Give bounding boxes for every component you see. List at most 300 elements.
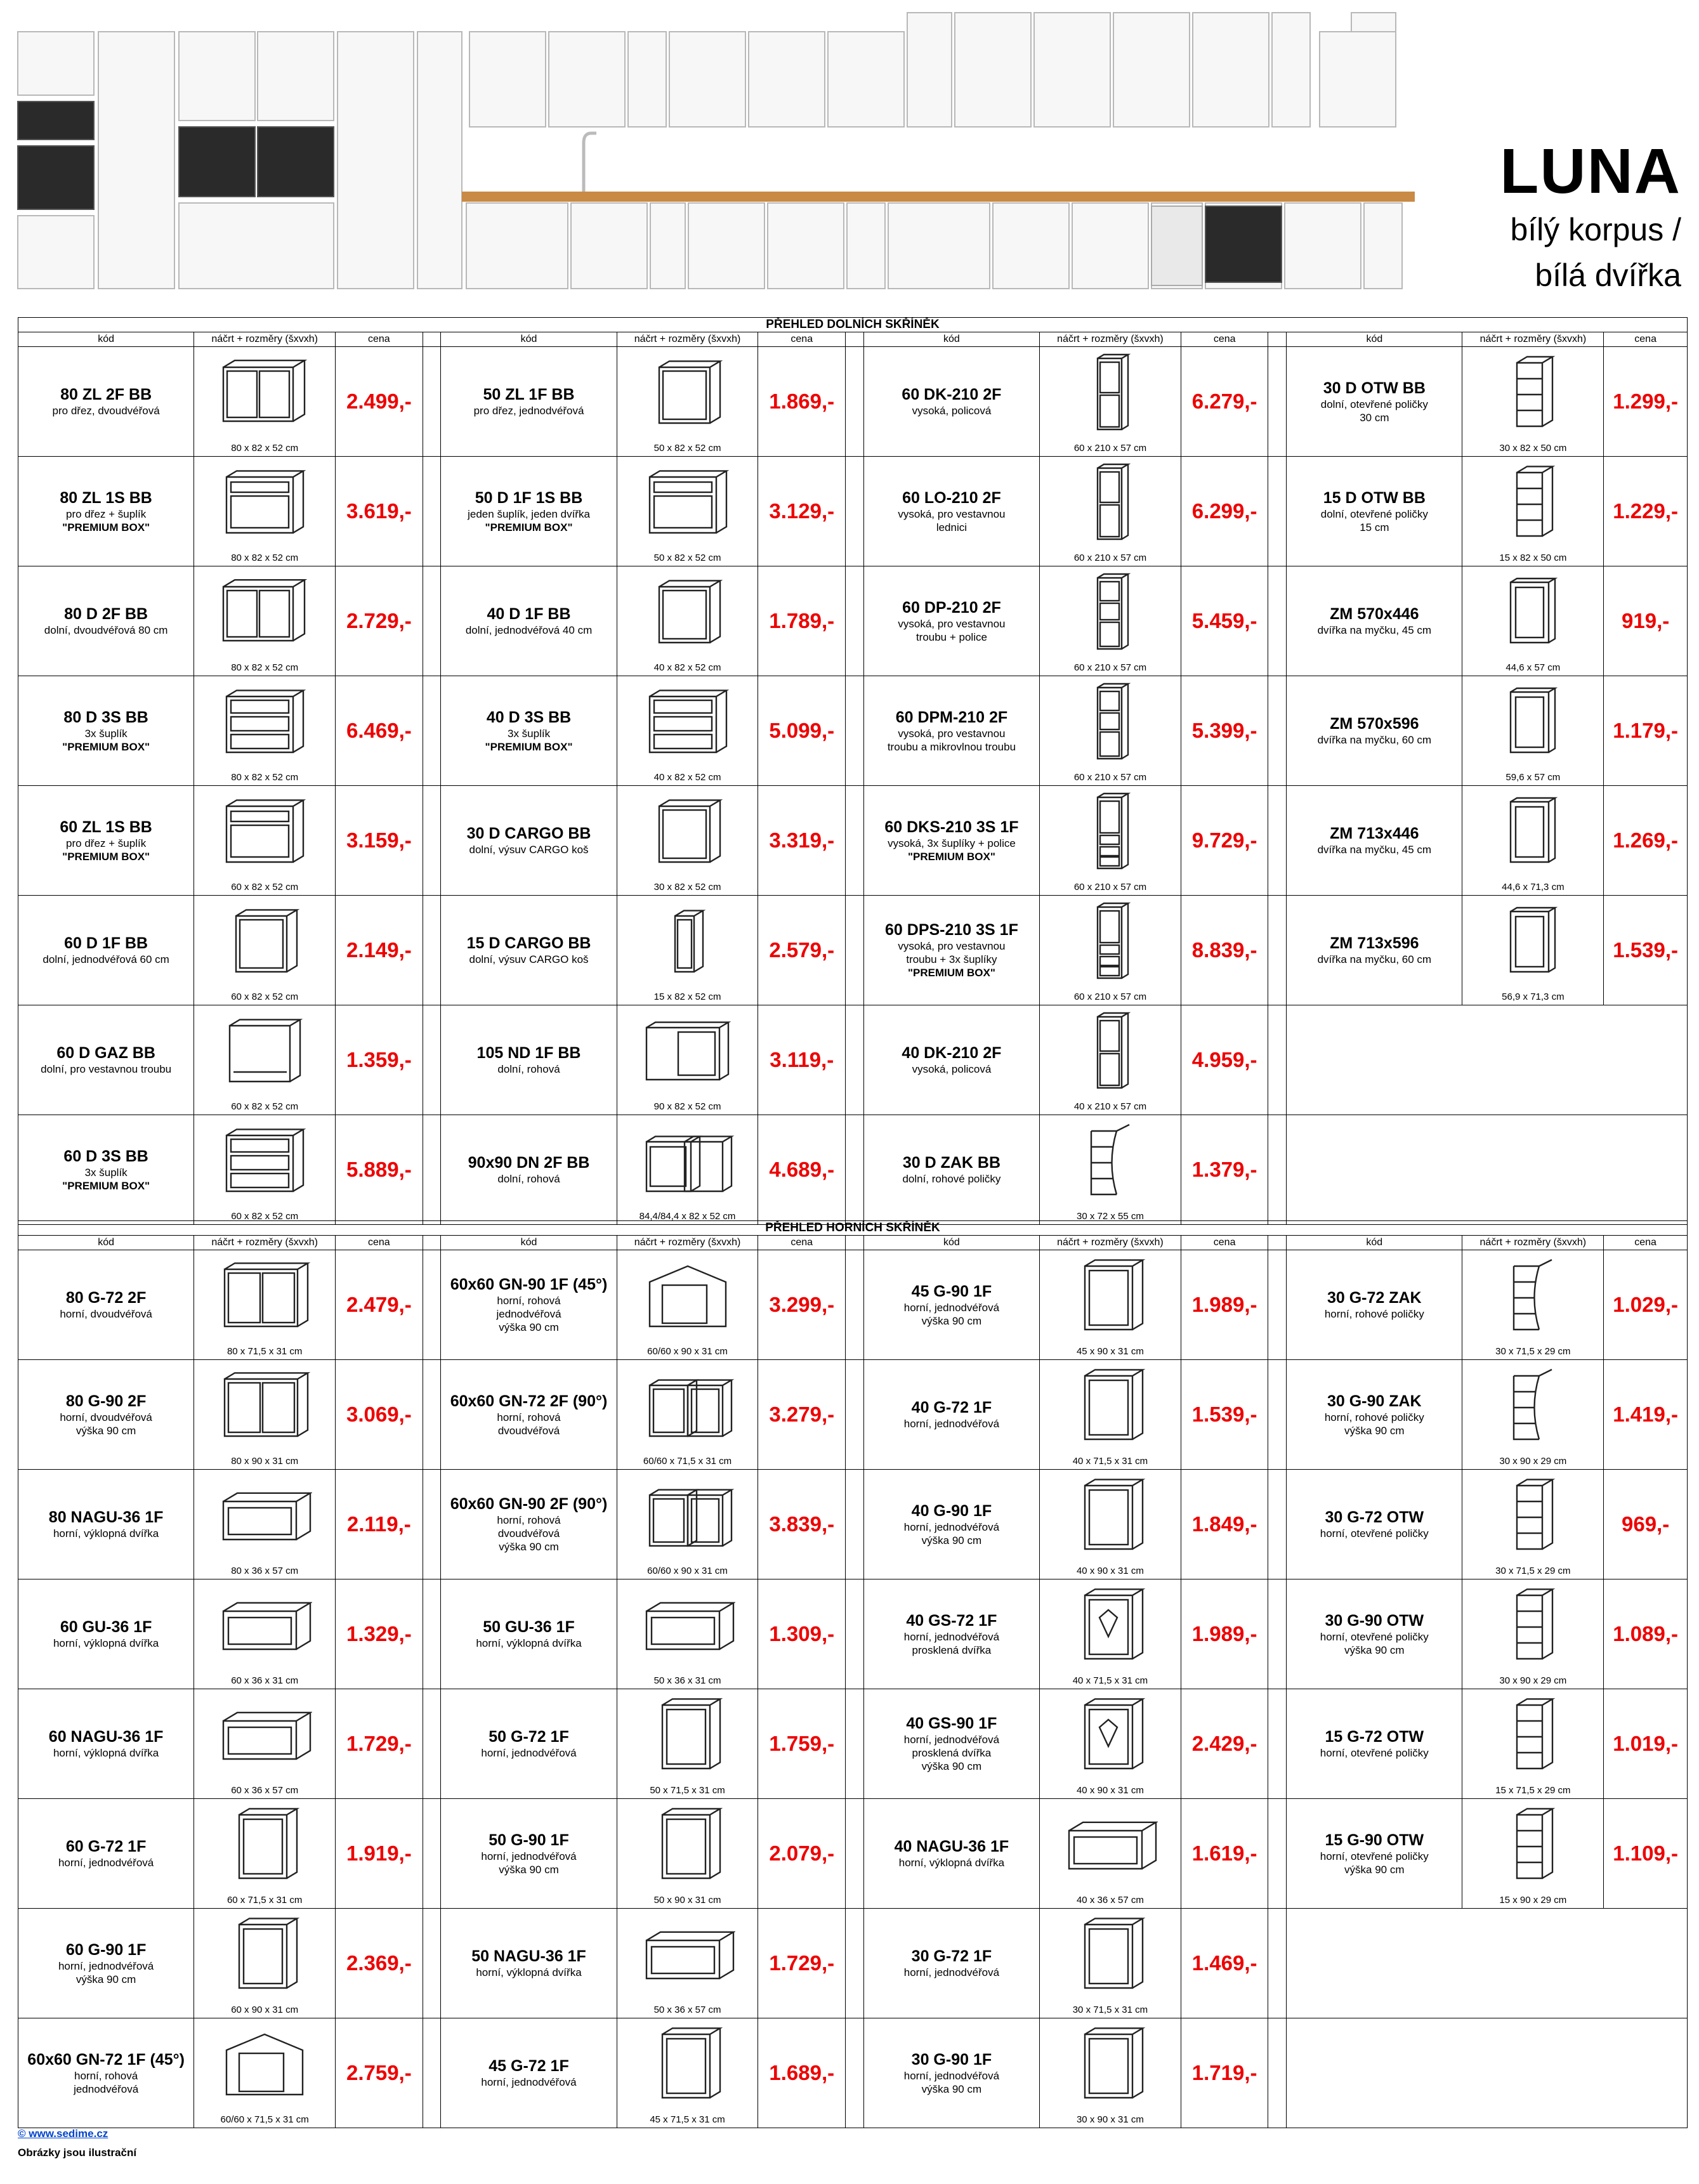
column-gap bbox=[423, 566, 441, 676]
item-code: 45 G-90 1F bbox=[911, 1282, 992, 1300]
column-gap bbox=[1268, 786, 1287, 896]
item-desc-line: výška 90 cm bbox=[499, 1321, 559, 1333]
item-description bbox=[441, 1005, 617, 1115]
item-dimensions: 60 x 71,5 x 31 cm bbox=[226, 1895, 303, 1906]
item-code: 50 G-90 1F bbox=[489, 1831, 569, 1849]
header-code: kód bbox=[18, 1236, 194, 1250]
item-description bbox=[863, 896, 1039, 1005]
item-dimensions: 80 x 71,5 x 31 cm bbox=[226, 1346, 303, 1357]
column-gap bbox=[423, 457, 441, 566]
item-desc-line: horní, jednodvéřová bbox=[481, 1850, 577, 1862]
item-description bbox=[1287, 896, 1462, 1005]
item-sketch bbox=[194, 676, 336, 786]
item-dimensions: 44,6 x 57 cm bbox=[1505, 662, 1561, 673]
item-desc-line: vysoká, pro vestavnou bbox=[898, 617, 1006, 630]
empty-cell bbox=[1287, 1005, 1688, 1115]
item-sketch bbox=[617, 457, 758, 566]
item-code: 30 G-90 ZAK bbox=[1327, 1392, 1422, 1410]
column-gap bbox=[423, 1799, 441, 1909]
item-desc-line: horní, dvoudvéřová bbox=[60, 1308, 152, 1320]
item-description bbox=[1287, 1470, 1462, 1579]
item-code: 50 G-72 1F bbox=[489, 1728, 569, 1746]
column-gap bbox=[1268, 1909, 1287, 2018]
base-2door-icon bbox=[217, 353, 312, 433]
item-code: 30 G-72 ZAK bbox=[1327, 1289, 1422, 1307]
item-price: 1.299,- bbox=[1604, 347, 1688, 457]
item-price: 3.839,- bbox=[758, 1470, 846, 1579]
item-desc-line: horní, jednodvéřová bbox=[903, 1520, 1000, 1533]
item-sketch bbox=[617, 1579, 758, 1689]
item-desc-line: horní, jednodvéřová bbox=[58, 1959, 154, 1972]
item-dimensions: 80 x 82 x 52 cm bbox=[231, 662, 299, 673]
item-dimensions: 50 x 36 x 31 cm bbox=[653, 1675, 721, 1686]
item-desc-line: lednici bbox=[936, 521, 968, 533]
header-price: cena bbox=[1181, 332, 1268, 347]
tall-icon bbox=[1063, 1012, 1158, 1091]
item-price: 1.619,- bbox=[1181, 1799, 1268, 1909]
item-desc-line: pro dřez + šuplík bbox=[66, 507, 147, 520]
item-sketch bbox=[617, 2018, 758, 2128]
item-sketch bbox=[1040, 1470, 1181, 1579]
item-price: 1.729,- bbox=[336, 1689, 423, 1799]
item-code: ZM 570x446 bbox=[1330, 605, 1419, 623]
item-sketch bbox=[1462, 457, 1604, 566]
item-description bbox=[18, 1799, 194, 1909]
header-sketch: náčrt + rozměry (šxvxh) bbox=[617, 1236, 758, 1250]
item-code: 90x90 DN 2F BB bbox=[468, 1154, 590, 1172]
column-gap bbox=[846, 566, 864, 676]
item-code: 30 D CARGO BB bbox=[466, 825, 591, 842]
item-dimensions: 30 x 90 x 31 cm bbox=[1076, 2114, 1144, 2125]
column-gap bbox=[1268, 332, 1287, 347]
base-drawer-icon bbox=[640, 463, 735, 542]
panel-icon bbox=[1485, 902, 1580, 981]
item-description bbox=[1287, 347, 1462, 457]
column-gap bbox=[423, 1236, 441, 1250]
item-dimensions: 40 x 82 x 52 cm bbox=[653, 772, 721, 783]
column-gap bbox=[1268, 1005, 1287, 1115]
item-code: 60 DPS-210 3S 1F bbox=[885, 921, 1018, 939]
item-dimensions: 40 x 71,5 x 31 cm bbox=[1072, 1456, 1148, 1467]
item-price: 1.019,- bbox=[1604, 1689, 1688, 1799]
item-sketch bbox=[194, 1005, 336, 1115]
item-sketch bbox=[617, 1005, 758, 1115]
column-gap bbox=[1268, 347, 1287, 457]
item-dimensions: 15 x 90 x 29 cm bbox=[1499, 1895, 1567, 1906]
item-price: 4.959,- bbox=[1181, 1005, 1268, 1115]
column-gap bbox=[1268, 1360, 1287, 1470]
item-code: 60 DKS-210 3S 1F bbox=[884, 818, 1019, 836]
item-price: 5.889,- bbox=[336, 1115, 423, 1225]
item-code: 40 G-90 1F bbox=[911, 1501, 992, 1520]
item-dimensions: 30 x 72 x 55 cm bbox=[1077, 1211, 1144, 1222]
item-desc-line: jeden šuplík, jeden dvířka bbox=[468, 507, 590, 520]
item-price: 8.839,- bbox=[1181, 896, 1268, 1005]
item-price: 3.159,- bbox=[336, 786, 423, 896]
item-dimensions: 45 x 71,5 x 31 cm bbox=[650, 2114, 725, 2125]
item-sketch bbox=[1040, 2018, 1181, 2128]
item-desc-line: prosklená dvířka bbox=[912, 1644, 992, 1656]
wall-corner90-icon bbox=[640, 1366, 735, 1446]
item-description bbox=[441, 2018, 617, 2128]
column-gap bbox=[1268, 1250, 1287, 1360]
item-sketch bbox=[1462, 1470, 1604, 1579]
base-narrow-icon bbox=[640, 902, 735, 981]
item-description bbox=[18, 1115, 194, 1225]
item-price: 3.319,- bbox=[758, 786, 846, 896]
item-desc-line: vysoká, pro vestavnou bbox=[898, 507, 1006, 520]
item-desc-line: troubu + police bbox=[915, 631, 987, 643]
column-gap bbox=[423, 1250, 441, 1360]
item-code: 60 D 3S BB bbox=[63, 1147, 148, 1165]
item-price: 1.379,- bbox=[1181, 1115, 1268, 1225]
item-desc-line: horní, jednodvéřová bbox=[481, 2076, 577, 2088]
header-code: kód bbox=[1287, 332, 1462, 347]
column-gap bbox=[846, 786, 864, 896]
item-description bbox=[441, 1115, 617, 1225]
item-description bbox=[441, 676, 617, 786]
base-3drawer-icon bbox=[217, 1121, 312, 1201]
item-dimensions: 40 x 36 x 57 cm bbox=[1076, 1895, 1144, 1906]
item-dimensions: 50 x 82 x 52 cm bbox=[653, 443, 721, 454]
item-price: 3.129,- bbox=[758, 457, 846, 566]
item-price: 1.539,- bbox=[1181, 1360, 1268, 1470]
shelf-open-icon bbox=[1485, 1696, 1580, 1775]
column-gap bbox=[1268, 2018, 1287, 2128]
item-desc-line: horní, rohová bbox=[497, 1411, 561, 1423]
item-desc-line: 3x šuplík bbox=[507, 727, 551, 740]
item-sketch bbox=[1462, 347, 1604, 457]
header-code: kód bbox=[863, 332, 1039, 347]
column-gap bbox=[423, 1005, 441, 1115]
item-desc-line: dolní, dvoudvéřová 80 cm bbox=[44, 624, 168, 636]
item-description bbox=[18, 1360, 194, 1470]
item-code: 30 G-72 1F bbox=[911, 1947, 992, 1965]
item-sketch bbox=[194, 1250, 336, 1360]
item-sketch bbox=[1462, 786, 1604, 896]
item-code: 60 NAGU-36 1F bbox=[48, 1728, 164, 1746]
item-price: 1.269,- bbox=[1604, 786, 1688, 896]
header-price: cena bbox=[758, 332, 846, 347]
header-sketch: náčrt + rozměry (šxvxh) bbox=[617, 332, 758, 347]
wall-1door-icon bbox=[1063, 2025, 1158, 2104]
item-sketch bbox=[194, 786, 336, 896]
item-code: 40 NAGU-36 1F bbox=[894, 1838, 1009, 1855]
item-price: 1.359,- bbox=[336, 1005, 423, 1115]
item-description bbox=[863, 1250, 1039, 1360]
item-desc-line: dolní, jednodvéřová 60 cm bbox=[43, 953, 169, 965]
item-sketch bbox=[1040, 1799, 1181, 1909]
item-desc-line: 3x šuplík bbox=[84, 727, 128, 740]
section-title: PŘEHLED HORNÍCH SKŘÍNĚK bbox=[18, 1221, 1688, 1236]
item-description bbox=[18, 1579, 194, 1689]
item-price: 919,- bbox=[1604, 566, 1688, 676]
item-price: 2.579,- bbox=[758, 896, 846, 1005]
item-desc-line: výška 90 cm bbox=[1344, 1424, 1405, 1437]
item-dimensions: 15 x 71,5 x 29 cm bbox=[1495, 1785, 1571, 1796]
item-dimensions: 50 x 36 x 57 cm bbox=[653, 2004, 721, 2015]
column-gap bbox=[423, 332, 441, 347]
item-sketch bbox=[617, 1689, 758, 1799]
tall-drawer-icon bbox=[1063, 792, 1158, 872]
item-dimensions: 60 x 36 x 31 cm bbox=[231, 1675, 299, 1686]
item-desc-line: výška 90 cm bbox=[921, 1760, 982, 1772]
column-gap bbox=[1268, 566, 1287, 676]
item-description bbox=[18, 457, 194, 566]
item-dimensions: 44,6 x 71,3 cm bbox=[1502, 882, 1565, 893]
item-dimensions: 40 x 90 x 31 cm bbox=[1076, 1566, 1144, 1576]
base-open-icon bbox=[217, 1012, 312, 1091]
panel-icon bbox=[1485, 573, 1580, 652]
shelf-open-icon bbox=[1485, 1476, 1580, 1555]
item-code: 60x60 GN-72 1F (45°) bbox=[27, 2050, 185, 2069]
column-gap bbox=[423, 2018, 441, 2128]
item-sketch bbox=[1462, 1689, 1604, 1799]
item-description bbox=[1287, 1579, 1462, 1689]
column-gap bbox=[423, 1470, 441, 1579]
item-sketch bbox=[617, 1250, 758, 1360]
item-price: 1.309,- bbox=[758, 1579, 846, 1689]
item-desc-line: výška 90 cm bbox=[75, 1973, 136, 1985]
item-description bbox=[18, 1689, 194, 1799]
column-gap bbox=[846, 1005, 864, 1115]
item-description bbox=[863, 1689, 1039, 1799]
item-price: 1.089,- bbox=[1604, 1579, 1688, 1689]
item-description bbox=[1287, 1360, 1462, 1470]
item-description bbox=[441, 786, 617, 896]
item-code: 60 DK-210 2F bbox=[902, 386, 1002, 403]
item-desc-line: pro dřez + šuplík bbox=[66, 837, 147, 849]
wall-flap-icon bbox=[217, 1696, 312, 1775]
item-description bbox=[18, 896, 194, 1005]
item-dimensions: 80 x 36 x 57 cm bbox=[231, 1566, 299, 1576]
item-desc-line: jednodvéřová bbox=[74, 2083, 139, 2095]
brand-block bbox=[1500, 136, 1681, 294]
item-code: 15 D CARGO BB bbox=[466, 934, 591, 952]
item-code: 30 G-72 OTW bbox=[1325, 1508, 1424, 1526]
item-code: 60 GU-36 1F bbox=[60, 1618, 152, 1636]
item-description bbox=[863, 2018, 1039, 2128]
column-gap bbox=[846, 1470, 864, 1579]
item-description bbox=[1287, 786, 1462, 896]
item-description bbox=[863, 1360, 1039, 1470]
item-desc-line: 30 cm bbox=[1360, 411, 1389, 424]
item-sketch bbox=[194, 1799, 336, 1909]
item-price: 3.119,- bbox=[758, 1005, 846, 1115]
item-price: 2.079,- bbox=[758, 1799, 846, 1909]
item-sketch bbox=[1462, 566, 1604, 676]
item-description bbox=[863, 1005, 1039, 1115]
item-price: 2.149,- bbox=[336, 896, 423, 1005]
header-price: cena bbox=[336, 332, 423, 347]
wall-flap-icon bbox=[217, 1586, 312, 1665]
item-desc-line: horní, jednodvéřová bbox=[903, 1734, 1000, 1746]
item-price: 1.539,- bbox=[1604, 896, 1688, 1005]
item-sketch bbox=[194, 1689, 336, 1799]
item-description bbox=[863, 457, 1039, 566]
website-link[interactable]: © www.sedime.cz bbox=[18, 2128, 108, 2140]
item-dimensions: 40 x 210 x 57 cm bbox=[1073, 1101, 1147, 1112]
item-desc-line: horní, výklopná dvířka bbox=[53, 1747, 159, 1759]
item-dimensions: 30 x 71,5 x 31 cm bbox=[1072, 2004, 1148, 2015]
item-sketch bbox=[1040, 1909, 1181, 2018]
item-sketch bbox=[1462, 1360, 1604, 1470]
wall-flap-icon bbox=[217, 1476, 312, 1555]
header-price: cena bbox=[758, 1236, 846, 1250]
item-desc-line: dolní, otevřené poličky bbox=[1320, 398, 1428, 410]
wall-flap-icon bbox=[1063, 1805, 1158, 1885]
shelf-corner-icon bbox=[1063, 1121, 1158, 1201]
column-gap bbox=[846, 347, 864, 457]
item-dimensions: 50 x 90 x 31 cm bbox=[653, 1895, 721, 1906]
item-dimensions: 30 x 71,5 x 29 cm bbox=[1495, 1346, 1571, 1357]
item-description bbox=[18, 1005, 194, 1115]
item-price: 1.329,- bbox=[336, 1579, 423, 1689]
item-dimensions: 30 x 82 x 52 cm bbox=[653, 882, 721, 893]
item-desc-line: horní, otevřené poličky bbox=[1320, 1630, 1429, 1643]
item-desc-line: horní, jednodvéřová bbox=[903, 1966, 1000, 1978]
column-gap bbox=[846, 1250, 864, 1360]
item-desc-line: výška 90 cm bbox=[1344, 1863, 1405, 1876]
item-sketch bbox=[194, 1115, 336, 1225]
item-price: 9.729,- bbox=[1181, 786, 1268, 896]
item-desc-line: dvoudvéřová bbox=[497, 1424, 560, 1437]
base-wide-icon bbox=[640, 1012, 735, 1091]
item-dimensions: 80 x 82 x 52 cm bbox=[231, 443, 299, 454]
item-sketch bbox=[194, 1360, 336, 1470]
kitchen-illustration bbox=[13, 6, 1427, 298]
item-desc-line: prosklená dvířka bbox=[912, 1747, 992, 1759]
item-description bbox=[441, 1909, 617, 2018]
header-code: kód bbox=[441, 1236, 617, 1250]
header-sketch: náčrt + rozměry (šxvxh) bbox=[194, 1236, 336, 1250]
item-price: 2.729,- bbox=[336, 566, 423, 676]
item-desc-line: horní, výklopná dvířka bbox=[898, 1857, 1005, 1869]
item-dimensions: 60 x 36 x 57 cm bbox=[231, 1785, 299, 1796]
item-code: 60 G-72 1F bbox=[65, 1838, 147, 1855]
item-desc-line: dolní, rohová bbox=[497, 1063, 560, 1075]
item-price: 3.279,- bbox=[758, 1360, 846, 1470]
item-sketch bbox=[1040, 1250, 1181, 1360]
item-price: 3.069,- bbox=[336, 1360, 423, 1470]
item-price: 5.459,- bbox=[1181, 566, 1268, 676]
item-sketch bbox=[1462, 1250, 1604, 1360]
item-description bbox=[441, 896, 617, 1005]
item-desc-line: "PREMIUM BOX" bbox=[907, 850, 995, 863]
header-price: cena bbox=[1604, 1236, 1688, 1250]
column-gap bbox=[846, 1689, 864, 1799]
item-price: 1.419,- bbox=[1604, 1360, 1688, 1470]
item-sketch bbox=[194, 347, 336, 457]
item-dimensions: 60 x 210 x 57 cm bbox=[1073, 882, 1147, 893]
item-dimensions: 56,9 x 71,3 cm bbox=[1502, 991, 1565, 1002]
item-sketch bbox=[194, 1579, 336, 1689]
column-gap bbox=[1268, 1115, 1287, 1225]
item-description bbox=[863, 1115, 1039, 1225]
item-description bbox=[18, 1909, 194, 2018]
item-sketch bbox=[194, 896, 336, 1005]
item-description bbox=[441, 1799, 617, 1909]
item-description bbox=[441, 1360, 617, 1470]
wall-corner90-icon bbox=[640, 1476, 735, 1555]
item-price: 2.479,- bbox=[336, 1250, 423, 1360]
item-dimensions: 40 x 71,5 x 31 cm bbox=[1072, 1675, 1148, 1686]
item-price: 2.119,- bbox=[336, 1470, 423, 1579]
header-code: kód bbox=[441, 332, 617, 347]
item-code: ZM 570x596 bbox=[1330, 715, 1419, 733]
item-price: 3.619,- bbox=[336, 457, 423, 566]
wall-flap-icon bbox=[640, 1586, 735, 1665]
item-code: 30 G-90 1F bbox=[911, 2050, 992, 2069]
header-price: cena bbox=[336, 1236, 423, 1250]
item-sketch bbox=[617, 347, 758, 457]
wall-glass-icon bbox=[1063, 1586, 1158, 1665]
item-code: 30 D ZAK BB bbox=[902, 1154, 1001, 1172]
item-desc-line: horní, otevřené poličky bbox=[1320, 1850, 1429, 1862]
item-sketch bbox=[617, 896, 758, 1005]
column-gap bbox=[423, 1689, 441, 1799]
item-price: 1.229,- bbox=[1604, 457, 1688, 566]
wall-1door-icon bbox=[217, 1915, 312, 1994]
wall-2door-icon bbox=[217, 1366, 312, 1446]
tall-icon bbox=[1063, 353, 1158, 433]
item-sketch bbox=[1040, 1115, 1181, 1225]
column-gap bbox=[1268, 1799, 1287, 1909]
item-desc-line: výška 90 cm bbox=[75, 1424, 136, 1437]
item-dimensions: 60 x 82 x 52 cm bbox=[231, 882, 299, 893]
column-gap bbox=[1268, 1236, 1287, 1250]
column-gap bbox=[1268, 1579, 1287, 1689]
item-dimensions: 15 x 82 x 52 cm bbox=[653, 991, 721, 1002]
item-code: 60x60 GN-90 2F (90°) bbox=[450, 1495, 608, 1513]
item-dimensions: 84,4/84,4 x 82 x 52 cm bbox=[639, 1211, 736, 1222]
item-desc-line: horní, rohová bbox=[497, 1514, 561, 1526]
item-sketch bbox=[1040, 786, 1181, 896]
header-sketch: náčrt + rozměry (šxvxh) bbox=[194, 332, 336, 347]
item-desc-line: horní, výklopná dvířka bbox=[476, 1966, 582, 1978]
item-code: 30 D OTW BB bbox=[1323, 379, 1426, 397]
item-description bbox=[441, 1250, 617, 1360]
item-dimensions: 60 x 210 x 57 cm bbox=[1073, 443, 1147, 454]
brand-title: LUNA bbox=[1500, 136, 1681, 207]
item-desc-line: dvířka na myčku, 45 cm bbox=[1317, 624, 1432, 636]
item-dimensions: 80 x 90 x 31 cm bbox=[231, 1456, 299, 1467]
item-description bbox=[1287, 457, 1462, 566]
item-desc-line: dolní, jednodvéřová 40 cm bbox=[465, 624, 593, 636]
item-description bbox=[863, 786, 1039, 896]
item-description bbox=[1287, 676, 1462, 786]
wall-1door-icon bbox=[1063, 1257, 1158, 1336]
item-desc-line: dvířka na myčku, 60 cm bbox=[1317, 953, 1432, 965]
item-dimensions: 60 x 210 x 57 cm bbox=[1073, 991, 1147, 1002]
item-description bbox=[863, 1799, 1039, 1909]
item-desc-line: výška 90 cm bbox=[921, 2083, 982, 2095]
item-price: 4.689,- bbox=[758, 1115, 846, 1225]
item-sketch bbox=[1040, 1360, 1181, 1470]
shelf-corner-icon bbox=[1485, 1366, 1580, 1446]
base-1door-icon bbox=[640, 573, 735, 652]
item-description bbox=[1287, 1689, 1462, 1799]
column-gap bbox=[846, 1799, 864, 1909]
item-code: 30 G-90 OTW bbox=[1325, 1611, 1424, 1630]
item-desc-line: horní, jednodvéřová bbox=[903, 1418, 1000, 1430]
item-code: 60x60 GN-90 1F (45°) bbox=[450, 1276, 608, 1293]
item-desc-line: horní, výklopná dvířka bbox=[476, 1637, 582, 1649]
item-desc-line: dvířka na myčku, 60 cm bbox=[1317, 734, 1432, 746]
item-price: 2.759,- bbox=[336, 2018, 423, 2128]
header-sketch: náčrt + rozměry (šxvxh) bbox=[1462, 332, 1604, 347]
base-3drawer-icon bbox=[640, 683, 735, 762]
